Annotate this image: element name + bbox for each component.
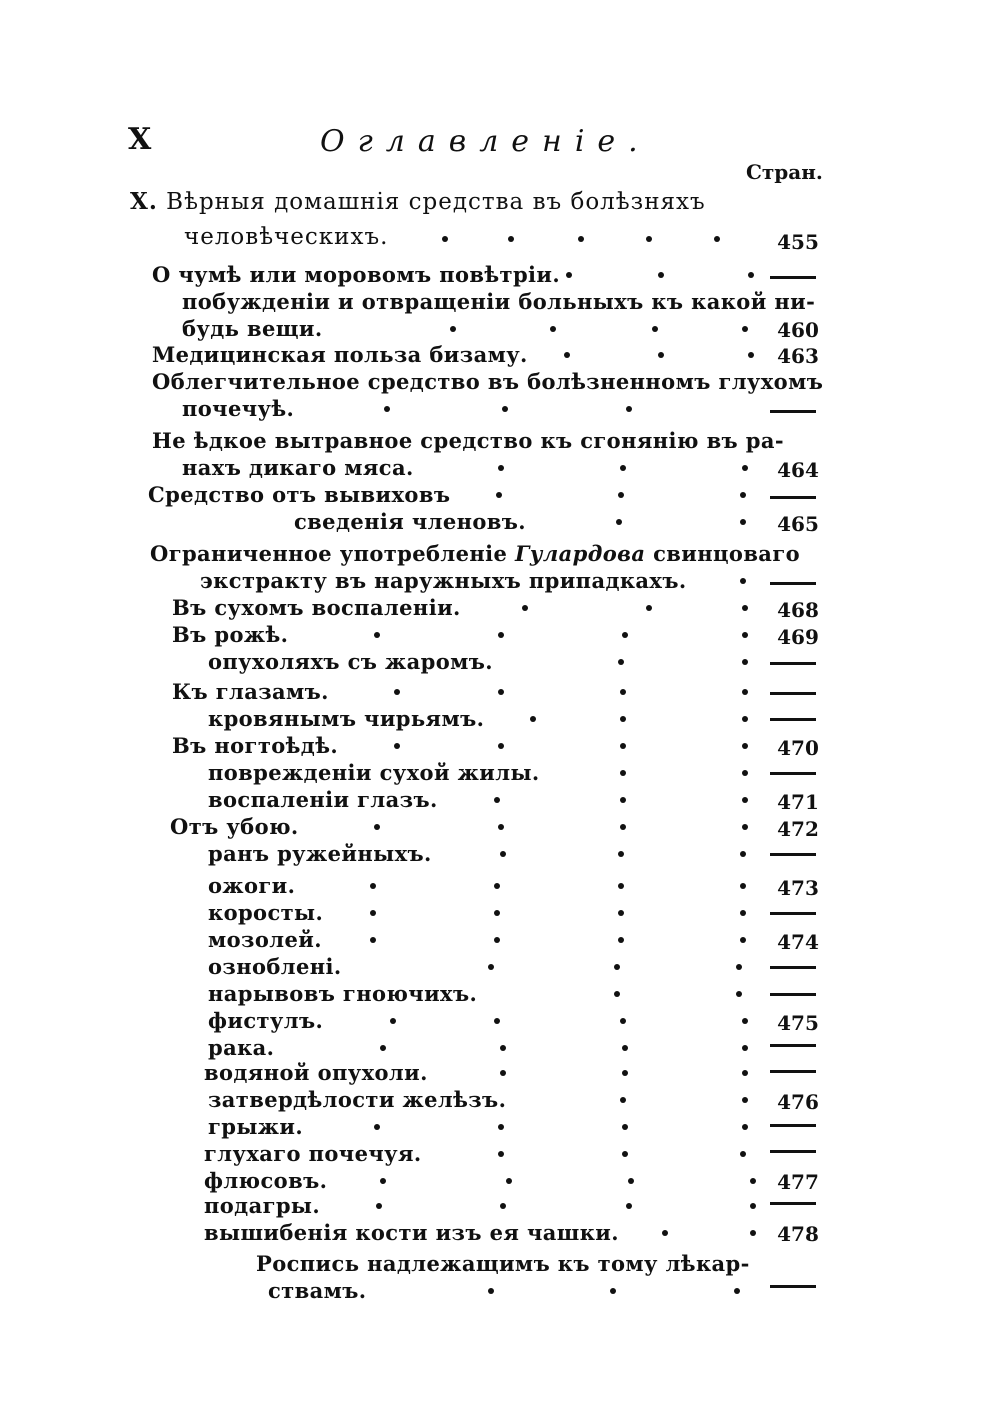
leader-dot	[742, 659, 748, 665]
leader-dot	[662, 1230, 668, 1236]
leader-dot	[380, 1178, 386, 1184]
entry-page: 475	[777, 1011, 819, 1035]
leader-dot	[488, 964, 494, 970]
leader-dot	[370, 937, 376, 943]
toc-entry: экстракту въ наружныхъ припадкахъ.	[200, 568, 687, 593]
entry-page: 473	[777, 876, 819, 900]
leader-dot	[498, 465, 504, 471]
toc-entry	[150, 541, 800, 566]
leader-dot	[616, 519, 622, 525]
leader-dot	[498, 743, 504, 749]
entry-page: 478	[777, 1222, 819, 1246]
leader-dot	[740, 1151, 746, 1157]
page-ditto-dash	[770, 662, 816, 665]
leader-dot	[750, 1203, 756, 1209]
leader-dot	[374, 824, 380, 830]
leader-dot	[736, 991, 742, 997]
leader-dot	[564, 352, 570, 358]
page-ditto-dash	[770, 582, 816, 585]
entry-page: 476	[777, 1090, 819, 1114]
leader-dot	[374, 632, 380, 638]
leader-dot	[394, 689, 400, 695]
toc-entry: будь вещи.	[182, 316, 323, 341]
leader-dot	[742, 1097, 748, 1103]
toc-entry: рака.	[208, 1035, 275, 1060]
toc-entry: воспаленіи глазъ.	[208, 787, 438, 812]
leader-dot	[646, 236, 652, 242]
page-ditto-dash	[770, 853, 816, 856]
page-ditto-dash	[770, 1070, 816, 1073]
section-number: X.	[130, 188, 158, 215]
leader-dot	[736, 964, 742, 970]
leader-dot	[620, 1097, 626, 1103]
leader-dot	[442, 236, 448, 242]
leader-dot	[740, 937, 746, 943]
entry-page: 472	[777, 817, 819, 841]
leader-dot	[620, 465, 626, 471]
leader-dot	[494, 797, 500, 803]
leader-dot	[618, 883, 624, 889]
toc-entry: О чумѣ или моровомъ повѣтріи.	[152, 262, 561, 287]
entry-page: 471	[777, 790, 819, 814]
page-ditto-dash	[770, 692, 816, 695]
page-title: Оглавленіе.	[320, 124, 651, 159]
leader-dot	[376, 1203, 382, 1209]
toc-entry: нарывовъ гноючихъ.	[208, 981, 478, 1006]
entry-page: 469	[777, 625, 819, 649]
page-ditto-dash	[770, 966, 816, 969]
entry-text-after: свинцоваго	[645, 541, 800, 566]
toc-entry: коросты.	[208, 900, 324, 925]
toc-entry: кровянымъ чирьямъ.	[208, 706, 485, 731]
toc-entry: сведенія членовъ.	[294, 509, 526, 534]
entry-page: 470	[777, 736, 819, 760]
toc-entry: Въ сухомъ воспаленіи.	[172, 595, 461, 620]
toc-entry: поврежденіи сухой жилы.	[208, 760, 540, 785]
entry-page: 463	[777, 344, 819, 368]
leader-dot	[742, 465, 748, 471]
leader-dot	[740, 910, 746, 916]
page-ditto-dash	[770, 276, 816, 279]
leader-dot	[370, 883, 376, 889]
toc-entry: вышибенія кости изъ ея чашки.	[204, 1220, 619, 1245]
leader-dot	[740, 578, 746, 584]
toc-entry: Въ ногтоѣдѣ.	[172, 733, 339, 758]
leader-dot	[742, 632, 748, 638]
leader-dot	[500, 1203, 506, 1209]
page-number: X	[128, 122, 153, 157]
leader-dot	[618, 937, 624, 943]
leader-dot	[610, 1288, 616, 1294]
page-ditto-dash	[770, 772, 816, 775]
leader-dot	[374, 1124, 380, 1130]
leader-dot	[494, 910, 500, 916]
leader-dot	[566, 272, 572, 278]
leader-dot	[740, 851, 746, 857]
leader-dot	[620, 716, 626, 722]
page-ditto-dash	[770, 496, 816, 499]
leader-dot	[494, 883, 500, 889]
leader-dot	[742, 326, 748, 332]
toc-entry: водяной опухоли.	[204, 1060, 428, 1085]
leader-dot	[620, 743, 626, 749]
leader-dot	[748, 272, 754, 278]
leader-dot	[750, 1230, 756, 1236]
leader-dot	[614, 964, 620, 970]
leader-dot	[748, 352, 754, 358]
leader-dot	[742, 689, 748, 695]
entry-page: 474	[777, 930, 819, 954]
page-ditto-dash	[770, 718, 816, 721]
toc-entry: опухоляхъ съ жаромъ.	[208, 649, 493, 674]
leader-dot	[502, 406, 508, 412]
leader-dot	[622, 1070, 628, 1076]
leader-dot	[742, 1070, 748, 1076]
toc-entry: побужденіи и отвращеніи больныхъ къ какой ни-	[182, 289, 816, 314]
page-ditto-dash	[770, 1202, 816, 1205]
leader-dot	[506, 1178, 512, 1184]
toc-entry: ожоги.	[208, 873, 296, 898]
section-page: 455	[777, 230, 819, 254]
leader-dot	[620, 797, 626, 803]
leader-dot	[622, 1045, 628, 1051]
toc-entry: Отъ убою.	[170, 814, 299, 839]
leader-dot	[508, 236, 514, 242]
section-title-line2: человѣческихъ.	[184, 224, 389, 250]
leader-dot	[740, 519, 746, 525]
toc-entry: Въ рожѣ.	[172, 622, 289, 647]
leader-dot	[618, 492, 624, 498]
leader-dot	[494, 1018, 500, 1024]
toc-entry: Къ глазамъ.	[172, 679, 329, 704]
leader-dot	[622, 1124, 628, 1130]
leader-dot	[370, 910, 376, 916]
leader-dot	[740, 883, 746, 889]
page-ditto-dash	[770, 410, 816, 413]
page-ditto-dash	[770, 1150, 816, 1153]
leader-dot	[740, 492, 746, 498]
leader-dot	[658, 352, 664, 358]
leader-dot	[658, 272, 664, 278]
leader-dot	[614, 991, 620, 997]
leader-dot	[620, 770, 626, 776]
leader-dot	[622, 632, 628, 638]
toc-entry: нахъ дикаго мяса.	[182, 455, 414, 480]
leader-dot	[550, 326, 556, 332]
leader-dot	[622, 1151, 628, 1157]
entry-page: 468	[777, 598, 819, 622]
leader-dot	[578, 236, 584, 242]
leader-dot	[742, 605, 748, 611]
leader-dot	[390, 1018, 396, 1024]
toc-entry: глухаго почечуя.	[204, 1141, 422, 1166]
leader-dot	[488, 1288, 494, 1294]
page-column-label: Стран.	[746, 160, 823, 184]
leader-dot	[498, 1124, 504, 1130]
leader-dot	[714, 236, 720, 242]
leader-dot	[500, 851, 506, 857]
leader-dot	[494, 937, 500, 943]
toc-entry: Не ѣдкое вытравное средство къ сгонянію въ ра-	[152, 428, 784, 453]
entry-text-italic: Гулардова	[515, 541, 646, 566]
toc-entry: Облегчительное средство въ болѣзненномъ глухомъ	[152, 369, 824, 394]
leader-dot	[620, 824, 626, 830]
toc-entry: подагры.	[204, 1193, 321, 1218]
leader-dot	[742, 1018, 748, 1024]
leader-dot	[742, 797, 748, 803]
leader-dot	[628, 1178, 634, 1184]
leader-dot	[742, 1124, 748, 1130]
page-ditto-dash	[770, 1285, 816, 1288]
toc-entry: Медицинская польза бизаму.	[152, 342, 528, 367]
leader-dot	[742, 1045, 748, 1051]
toc-entry: почечуѣ.	[182, 396, 295, 421]
leader-dot	[498, 1151, 504, 1157]
leader-dot	[530, 716, 536, 722]
leader-dot	[618, 910, 624, 916]
leader-dot	[394, 743, 400, 749]
toc-entry: Средство отъ вывиховъ	[148, 482, 451, 507]
leader-dot	[734, 1288, 740, 1294]
entry-page: 465	[777, 512, 819, 536]
leader-dot	[618, 851, 624, 857]
entry-page: 460	[777, 318, 819, 342]
leader-dot	[626, 1203, 632, 1209]
toc-entry: грыжи.	[208, 1114, 304, 1139]
toc-entry: затвердѣлости желѣзъ.	[208, 1087, 507, 1112]
leader-dot	[750, 1178, 756, 1184]
leader-dot	[620, 1018, 626, 1024]
leader-dot	[380, 1045, 386, 1051]
page-ditto-dash	[770, 912, 816, 915]
leader-dot	[742, 824, 748, 830]
leader-dot	[626, 406, 632, 412]
leader-dot	[620, 689, 626, 695]
leader-dot	[652, 326, 658, 332]
leader-dot	[522, 605, 528, 611]
toc-entry: ствамъ.	[268, 1278, 367, 1303]
leader-dot	[742, 743, 748, 749]
page-ditto-dash	[770, 1124, 816, 1127]
leader-dot	[450, 326, 456, 332]
toc-entry: озноблені.	[208, 954, 342, 979]
leader-dot	[498, 689, 504, 695]
leader-dot	[742, 716, 748, 722]
page-ditto-dash	[770, 993, 816, 996]
entry-text-before: Ограниченное употребленіе	[150, 541, 516, 566]
entry-page: 464	[777, 458, 819, 482]
page-ditto-dash	[770, 1044, 816, 1047]
leader-dot	[498, 632, 504, 638]
section-title-line1: Вѣрныя домашнія средства въ болѣзняхъ	[166, 189, 706, 215]
toc-entry: ранъ ружейныхъ.	[208, 841, 432, 866]
leader-dot	[500, 1070, 506, 1076]
toc-entry: флюсовъ.	[204, 1168, 328, 1193]
leader-dot	[500, 1045, 506, 1051]
leader-dot	[496, 492, 502, 498]
leader-dot	[742, 770, 748, 776]
toc-entry: мозолей.	[208, 927, 322, 952]
toc-entry: Роспись надлежащимъ къ тому лѣкар-	[256, 1251, 750, 1276]
leader-dot	[498, 824, 504, 830]
leader-dot	[646, 605, 652, 611]
section-heading	[130, 188, 706, 215]
leader-dot	[618, 659, 624, 665]
toc-entry: фистулъ.	[208, 1008, 324, 1033]
leader-dot	[384, 406, 390, 412]
entry-page: 477	[777, 1170, 819, 1194]
